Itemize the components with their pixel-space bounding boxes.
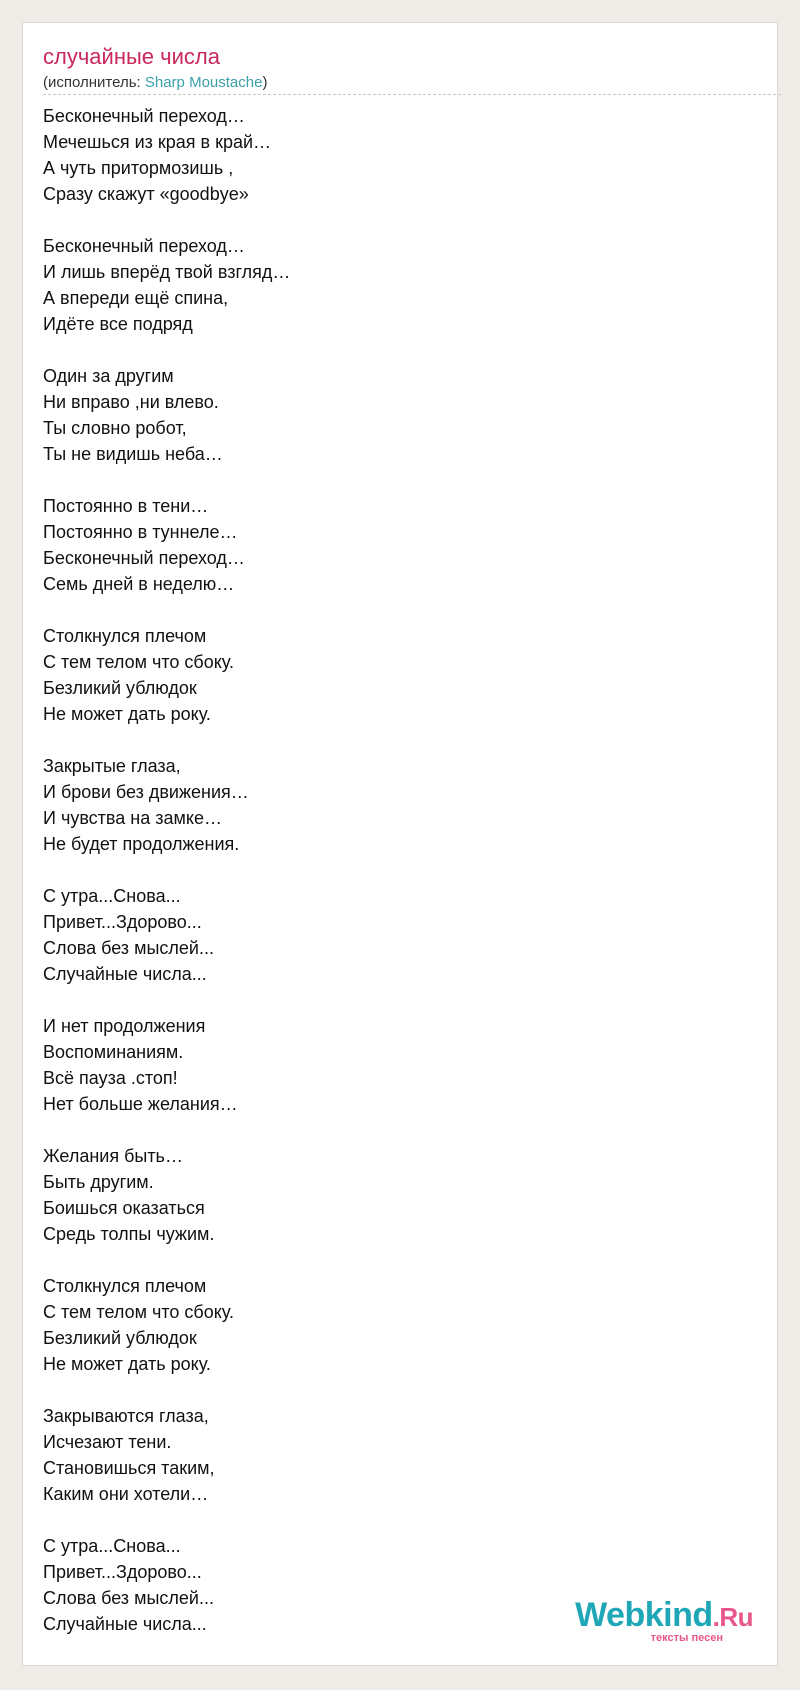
lyrics-line: Средь толпы чужим. (43, 1224, 215, 1244)
site-logo[interactable] (553, 1597, 753, 1645)
lyrics-line: А впереди ещё спина, (43, 288, 229, 308)
header-divider (43, 94, 781, 95)
lyrics-stanza (43, 623, 763, 727)
lyrics-line: Становишься таким, (43, 1458, 215, 1478)
lyrics-line: Ты не видишь неба… (43, 444, 223, 464)
lyrics-line: Слова без мыслей... (43, 1588, 214, 1608)
lyrics-line: Быть другим. (43, 1172, 154, 1192)
artist-link[interactable]: Sharp Moustache (144, 74, 263, 91)
logo-tagline: тексты песен (650, 1632, 723, 1644)
lyrics-line: Ни вправо ,ни влево. (43, 392, 219, 412)
lyrics-line: Случайные числа... (43, 964, 207, 984)
lyrics-line: Безликий ублюдок (43, 1328, 197, 1348)
logo-main-text: Webkind (575, 1596, 713, 1634)
lyrics-line: С утра...Снова... (43, 886, 181, 906)
artist-line (43, 73, 267, 93)
lyrics-stanza (43, 753, 763, 857)
lyrics-line: Постоянно в тени… (43, 496, 209, 516)
lyrics-line: Идёте все подряд (43, 314, 193, 334)
artist-prefix: (исполнитель: (43, 74, 145, 91)
lyrics-stanza (43, 883, 763, 987)
lyrics-line: Столкнулся плечом (43, 626, 207, 646)
lyrics-line: С тем телом что сбоку. (43, 1302, 235, 1322)
lyrics-line: Воспоминаниям. (43, 1042, 184, 1062)
lyrics-line: Безликий ублюдок (43, 678, 197, 698)
lyrics-line: Привет...Здорово... (43, 1562, 202, 1582)
lyrics-line: Не будет продолжения. (43, 834, 240, 854)
logo-wordmark (575, 1597, 753, 1635)
lyrics-stanza (43, 493, 763, 597)
lyrics-line: Сразу скажут «goodbye» (43, 184, 249, 204)
lyrics-line: А чуть притормозишь , (43, 158, 234, 178)
song-title: случайные числа (43, 44, 220, 69)
lyrics-line: Всё пауза .стоп! (43, 1068, 178, 1088)
logo-domain-text: .Ru (712, 1602, 753, 1632)
lyrics-line: Боишься оказаться (43, 1198, 205, 1218)
lyrics-line: Слова без мыслей... (43, 938, 214, 958)
lyrics-stanza (43, 103, 763, 207)
lyrics-line: Бесконечный переход… (43, 236, 245, 256)
lyrics-line: Мечешься из края в край… (43, 132, 272, 152)
lyrics-stanza (43, 363, 763, 467)
lyrics-stanza (43, 1143, 763, 1247)
lyrics-text (43, 103, 763, 1663)
lyrics-card (22, 22, 778, 1666)
lyrics-line: Закрываются глаза, (43, 1406, 209, 1426)
lyrics-line: Не может дать року. (43, 1354, 211, 1374)
lyrics-line: Исчезают тени. (43, 1432, 172, 1452)
lyrics-stanza (43, 1273, 763, 1377)
lyrics-line: Один за другим (43, 366, 174, 386)
lyrics-stanza (43, 1013, 763, 1117)
lyrics-stanza (43, 1403, 763, 1507)
lyrics-line: И чувства на замке… (43, 808, 222, 828)
lyrics-line: Желания быть… (43, 1146, 183, 1166)
lyrics-stanza (43, 233, 763, 337)
lyrics-line: Бесконечный переход… (43, 548, 245, 568)
lyrics-line: И брови без движения… (43, 782, 249, 802)
lyrics-line: Каким они хотели… (43, 1484, 209, 1504)
lyrics-line: Ты словно робот, (43, 418, 187, 438)
lyrics-line: И лишь вперёд твой взгляд… (43, 262, 291, 282)
lyrics-line: И нет продолжения (43, 1016, 206, 1036)
lyrics-line: Бесконечный переход… (43, 106, 245, 126)
lyrics-line: Нет больше желания… (43, 1094, 238, 1114)
lyrics-line: Привет...Здорово... (43, 912, 202, 932)
lyrics-line: Столкнулся плечом (43, 1276, 207, 1296)
lyrics-line: Случайные числа... (43, 1614, 207, 1634)
lyrics-line: Семь дней в неделю… (43, 574, 235, 594)
lyrics-line: С тем телом что сбоку. (43, 652, 235, 672)
lyrics-line: Не может дать року. (43, 704, 211, 724)
lyrics-line: Закрытые глаза, (43, 756, 181, 776)
artist-suffix: ) (262, 74, 268, 91)
lyrics-line: С утра...Снова... (43, 1536, 181, 1556)
lyrics-line: Постоянно в туннеле… (43, 522, 238, 542)
